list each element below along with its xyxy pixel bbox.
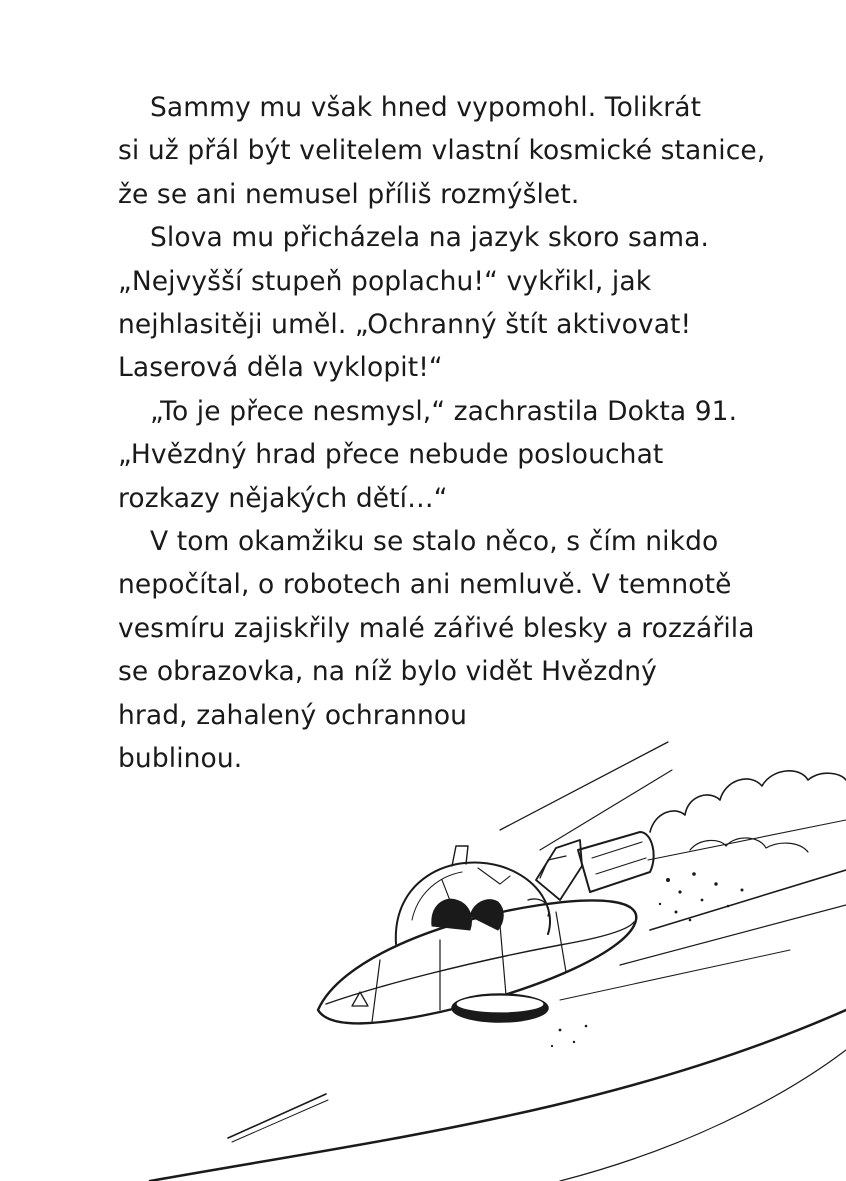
story-line: V tom okamžiku se stalo něco, s čím nikdo xyxy=(150,526,719,558)
exhaust-cloud xyxy=(690,838,808,852)
story-line: Laserová děla vyklopit!“ xyxy=(118,352,443,384)
story-line: Sammy mu však hned vypomohl. Tolikrát xyxy=(150,92,702,123)
hull-panel xyxy=(500,925,506,995)
speed-line xyxy=(232,1100,328,1142)
saucer-hull xyxy=(318,900,636,1023)
story-line: že se ani nemusel příliš rozmýšlet. xyxy=(118,178,580,210)
engine-nozzle-detail xyxy=(592,842,642,858)
story-line: hrad, zahalený ochrannou xyxy=(118,699,468,731)
engine-nozzle-detail xyxy=(596,858,646,874)
dome-reflection xyxy=(412,872,462,920)
story-line: nepočítal, o robotech ani nemluvě. V temnotě xyxy=(118,569,732,601)
story-line: rozkazy nějakých dětí…“ xyxy=(118,482,448,514)
dome-antenna xyxy=(452,846,468,866)
engine-fin xyxy=(540,856,566,878)
belly-thruster xyxy=(452,994,548,1022)
story-line: bublinou. xyxy=(118,743,243,775)
saucer-rim xyxy=(326,922,634,1004)
engine-nozzle xyxy=(578,832,654,892)
story-line: „Hvězdný hrad přece nebude poslouchat xyxy=(118,439,664,471)
speed-line xyxy=(560,950,790,1000)
story-line: nejhlasitěji uměl. „Ochranný štít aktivovat! xyxy=(118,309,692,341)
story-line: „Nejvyšší stupeň poplachu!“ vykřikl, jak xyxy=(118,265,652,297)
warning-triangle xyxy=(352,992,368,1006)
engine-pipe xyxy=(528,899,549,916)
story-line: Slova mu přicházela na jazyk skoro sama. xyxy=(150,222,710,254)
story-line: se obrazovka, na níž bylo vidět Hvězdný xyxy=(118,656,657,688)
dome-band xyxy=(442,880,456,916)
hull-panel xyxy=(372,960,380,1022)
pilot-figure xyxy=(470,900,503,930)
story-line: vesmíru zajiskřily malé zářivé blesky a rozzářila xyxy=(118,612,755,644)
speed-line xyxy=(648,820,846,860)
speed-line xyxy=(620,905,846,965)
dome-band xyxy=(478,868,510,884)
story-line: si už přál být velitelem vlastní kosmické stanice, xyxy=(118,135,766,167)
flying-saucer xyxy=(318,832,654,1023)
belly-thruster-rim xyxy=(456,995,544,1013)
planet-horizon xyxy=(150,1010,846,1181)
speed-line xyxy=(540,770,672,850)
story-text xyxy=(118,86,766,781)
story-line: „To je přece nesmysl,“ zachrastila Dokta 91. xyxy=(150,395,738,427)
engine-housing xyxy=(536,840,582,900)
hull-panel xyxy=(556,912,566,972)
debris-particles xyxy=(551,872,744,1047)
speed-line xyxy=(228,1094,326,1138)
pilot-figure xyxy=(432,899,472,930)
speed-line xyxy=(650,870,846,930)
cockpit-dome xyxy=(396,862,550,944)
planet-horizon-shade xyxy=(560,1050,846,1181)
